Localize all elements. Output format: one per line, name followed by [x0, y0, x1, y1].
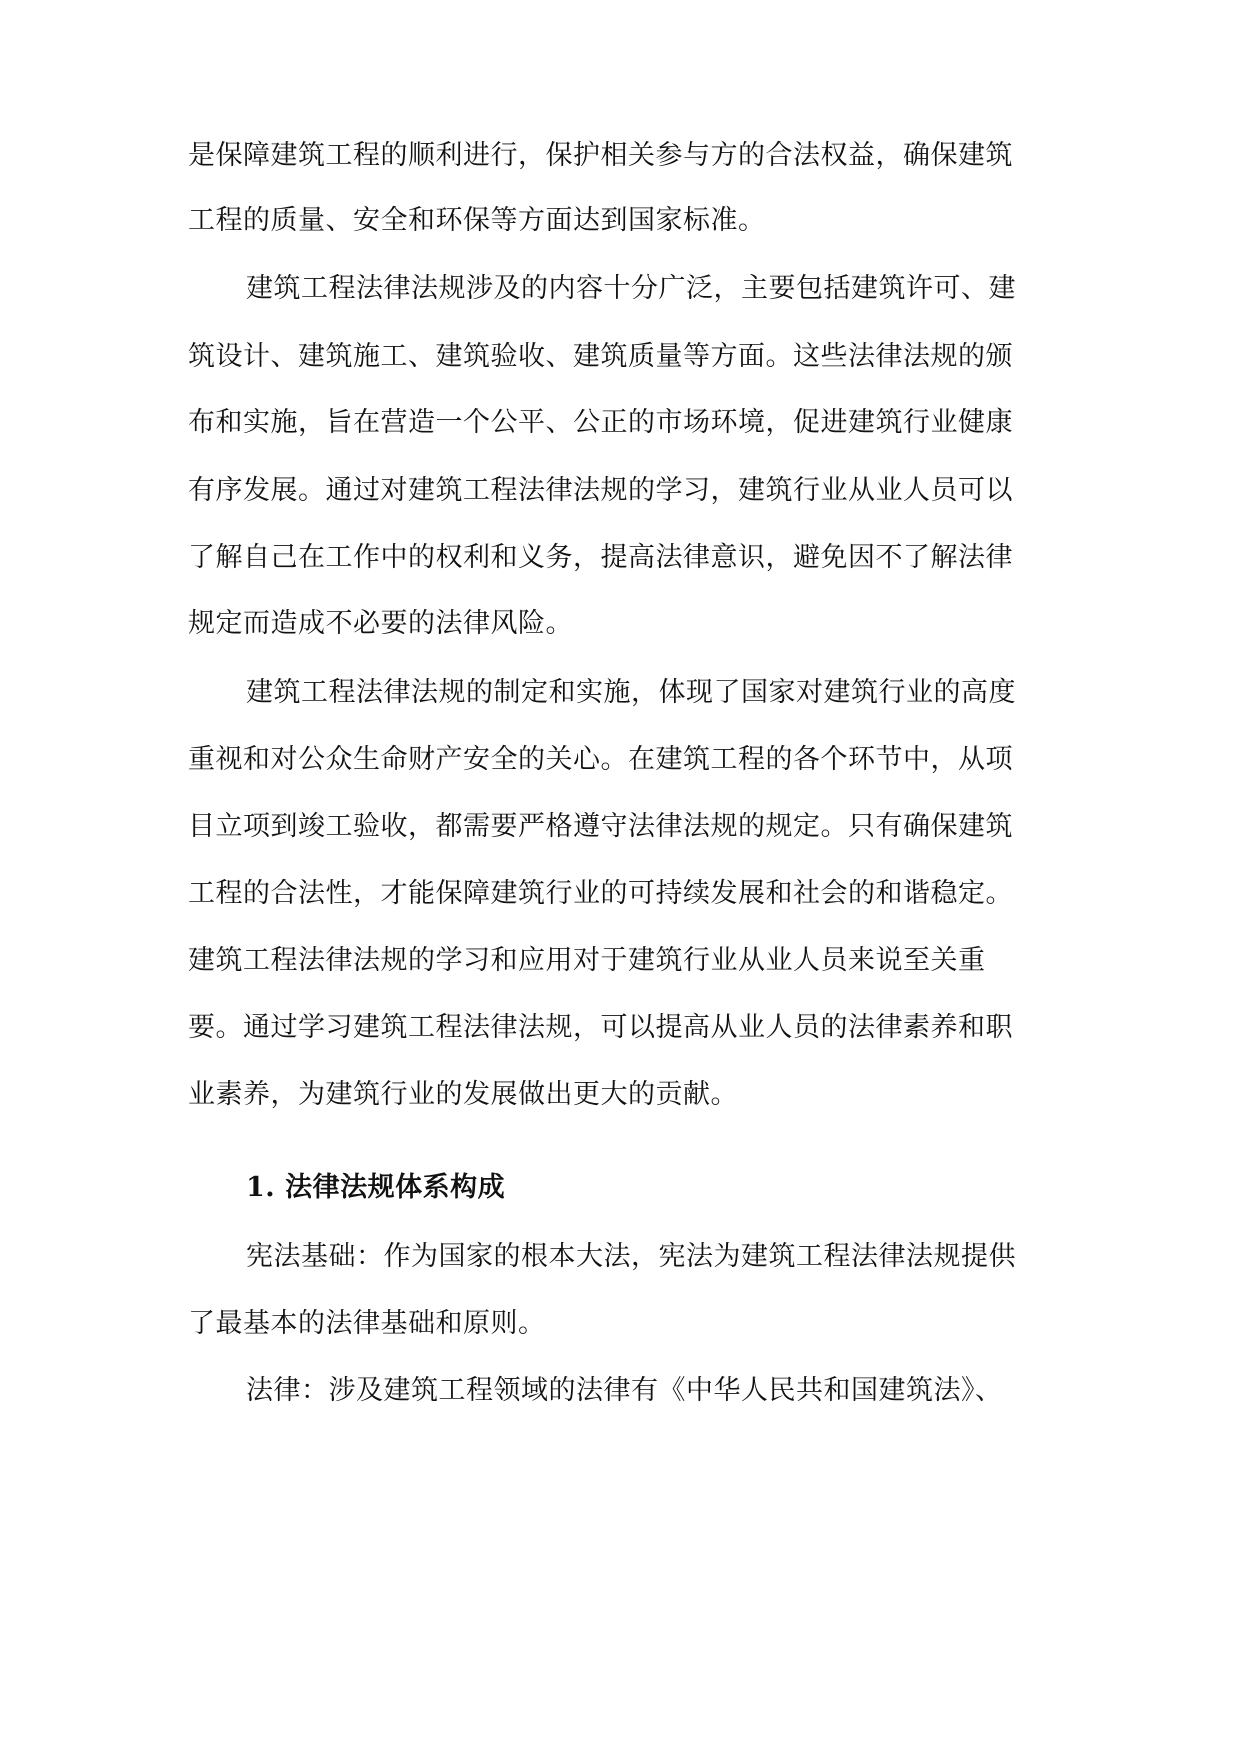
paragraph-line: 工程的合法性，才能保障建筑行业的可持续发展和社会的和谐稳定。 — [188, 878, 1013, 909]
paragraph-line: 建筑工程法律法规的学习和应用对于建筑行业从业人员来说至关重 — [188, 945, 986, 976]
paragraph-line: 业素养，为建筑行业的发展做出更大的贡献。 — [188, 1079, 738, 1110]
paragraph-line: 工程的质量、安全和环保等方面达到国家标准。 — [188, 205, 766, 236]
paragraph-line: 规定而造成不必要的法律风险。 — [188, 608, 573, 639]
paragraph-line: 重视和对公众生命财产安全的关心。在建筑工程的各个环节中，从项 — [188, 744, 1013, 775]
paragraph-line: 布和实施，旨在营造一个公平、公正的市场环境，促进建筑行业健康 — [188, 407, 1013, 438]
paragraph-line: 有序发展。通过对建筑工程法律法规的学习，建筑行业从业人员可以 — [188, 475, 1013, 506]
paragraph-line: 了最基本的法律基础和原则。 — [188, 1308, 546, 1339]
paragraph-line: 是保障建筑工程的顺利进行，保护相关参与方的合法权益，确保建筑 — [188, 140, 1013, 171]
paragraph-line: 建筑工程法律法规涉及的内容十分广泛，主要包括建筑许可、建 — [246, 273, 1016, 304]
paragraph-line: 了解自己在工作中的权利和义务，提高法律意识，避免因不了解法律 — [188, 542, 1013, 573]
paragraph-line: 建筑工程法律法规的制定和实施，体现了国家对建筑行业的高度 — [246, 677, 1016, 708]
paragraph-line: 要。通过学习建筑工程法律法规，可以提高从业人员的法律素养和职 — [188, 1012, 1013, 1043]
paragraph-line: 筑设计、建筑施工、建筑验收、建筑质量等方面。这些法律法规的颁 — [188, 341, 1013, 372]
paragraph-line: 目立项到竣工验收，都需要严格遵守法律法规的规定。只有确保建筑 — [188, 811, 1013, 842]
paragraph-line: 宪法基础：作为国家的根本大法，宪法为建筑工程法律法规提供 — [246, 1241, 1016, 1272]
section-heading: 1. 法律法规体系构成 — [246, 1172, 506, 1203]
paragraph-line: 法律：涉及建筑工程领域的法律有《中华人民共和国建筑法》、 — [246, 1375, 1003, 1406]
